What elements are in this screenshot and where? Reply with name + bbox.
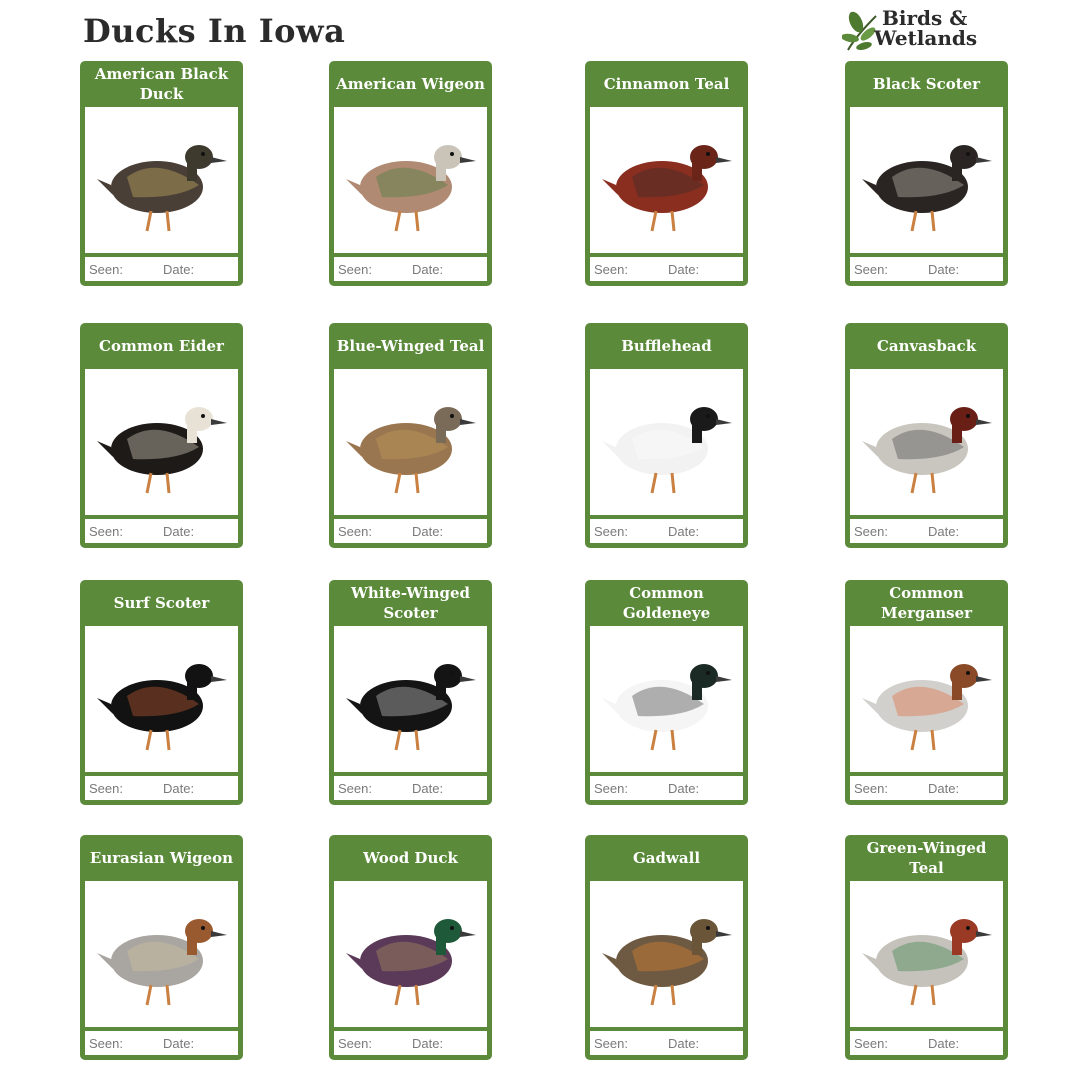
duck-icon bbox=[592, 634, 742, 764]
seen-date-row bbox=[334, 1031, 487, 1055]
seen-date-row bbox=[85, 257, 238, 281]
duck-card bbox=[80, 323, 243, 548]
duck-card bbox=[329, 61, 492, 286]
duck-card bbox=[585, 61, 748, 286]
duck-icon bbox=[87, 377, 237, 507]
duck-card-title: White-Winged Scoter bbox=[350, 584, 471, 622]
date-label: Date: bbox=[412, 781, 444, 796]
seen-date-row bbox=[590, 519, 743, 543]
duck-image bbox=[85, 107, 238, 253]
duck-image bbox=[590, 369, 743, 515]
duck-image bbox=[85, 626, 238, 772]
duck-card bbox=[585, 323, 748, 548]
date-label: Date: bbox=[928, 524, 960, 539]
duck-icon bbox=[592, 889, 742, 1019]
duck-icon bbox=[336, 634, 486, 764]
seen-date-row bbox=[85, 1031, 238, 1055]
seen-date-row bbox=[590, 776, 743, 800]
seen-label: Seen: bbox=[89, 524, 123, 539]
duck-card bbox=[329, 835, 492, 1060]
duck-image bbox=[85, 369, 238, 515]
date-label: Date: bbox=[668, 524, 700, 539]
seen-date-row bbox=[85, 776, 238, 800]
seen-label: Seen: bbox=[854, 524, 888, 539]
duck-card-title: Wood Duck bbox=[363, 849, 458, 867]
duck-card-title: American Wigeon bbox=[336, 75, 485, 93]
date-label: Date: bbox=[668, 262, 700, 277]
seen-label: Seen: bbox=[89, 781, 123, 796]
seen-label: Seen: bbox=[854, 781, 888, 796]
duck-card-title: Common Merganser bbox=[880, 584, 973, 622]
seen-date-row bbox=[850, 257, 1003, 281]
date-label: Date: bbox=[163, 1036, 195, 1051]
duck-icon bbox=[592, 115, 742, 245]
duck-icon bbox=[592, 377, 742, 507]
date-label: Date: bbox=[412, 1036, 444, 1051]
duck-image bbox=[334, 626, 487, 772]
logo-line-1: Birds & bbox=[882, 6, 968, 30]
date-label: Date: bbox=[928, 1036, 960, 1051]
duck-card-title: Eurasian Wigeon bbox=[89, 849, 234, 867]
duck-card bbox=[80, 580, 243, 805]
seen-label: Seen: bbox=[594, 1036, 628, 1051]
duck-image bbox=[850, 881, 1003, 1027]
seen-date-row bbox=[850, 519, 1003, 543]
date-label: Date: bbox=[412, 262, 444, 277]
seen-date-row bbox=[334, 519, 487, 543]
duck-icon bbox=[852, 634, 1002, 764]
duck-image bbox=[590, 107, 743, 253]
seen-date-row bbox=[590, 257, 743, 281]
duck-icon bbox=[852, 889, 1002, 1019]
date-label: Date: bbox=[668, 1036, 700, 1051]
duck-image bbox=[590, 626, 743, 772]
seen-date-row bbox=[334, 257, 487, 281]
duck-card-title: American Black Duck bbox=[94, 65, 229, 103]
duck-image bbox=[590, 881, 743, 1027]
duck-card bbox=[329, 323, 492, 548]
seen-label: Seen: bbox=[89, 1036, 123, 1051]
date-label: Date: bbox=[163, 781, 195, 796]
date-label: Date: bbox=[928, 781, 960, 796]
date-label: Date: bbox=[668, 781, 700, 796]
duck-card bbox=[845, 835, 1008, 1060]
duck-card-title: Blue-Winged Teal bbox=[336, 337, 485, 355]
birds-wetlands-logo bbox=[842, 8, 1012, 56]
duck-card-title: Green-Winged Teal bbox=[866, 839, 987, 877]
duck-icon bbox=[852, 377, 1002, 507]
seen-label: Seen: bbox=[854, 1036, 888, 1051]
duck-image bbox=[85, 881, 238, 1027]
seen-label: Seen: bbox=[594, 524, 628, 539]
duck-icon bbox=[336, 377, 486, 507]
duck-image bbox=[850, 107, 1003, 253]
duck-icon bbox=[87, 115, 237, 245]
duck-icon bbox=[852, 115, 1002, 245]
page-title: Ducks In Iowa bbox=[83, 12, 346, 50]
duck-image bbox=[334, 107, 487, 253]
date-label: Date: bbox=[928, 262, 960, 277]
duck-card bbox=[845, 61, 1008, 286]
duck-card-title: Gadwall bbox=[632, 849, 701, 867]
seen-date-row bbox=[850, 1031, 1003, 1055]
seen-date-row bbox=[850, 776, 1003, 800]
duck-icon bbox=[87, 889, 237, 1019]
seen-label: Seen: bbox=[338, 524, 372, 539]
duck-card-title: Canvasback bbox=[876, 337, 977, 355]
seen-label: Seen: bbox=[854, 262, 888, 277]
duck-card bbox=[845, 323, 1008, 548]
seen-label: Seen: bbox=[89, 262, 123, 277]
date-label: Date: bbox=[412, 524, 444, 539]
date-label: Date: bbox=[163, 262, 195, 277]
seen-label: Seen: bbox=[338, 781, 372, 796]
duck-card bbox=[80, 835, 243, 1060]
seen-label: Seen: bbox=[338, 1036, 372, 1051]
duck-image bbox=[850, 369, 1003, 515]
seen-label: Seen: bbox=[338, 262, 372, 277]
seen-date-row bbox=[334, 776, 487, 800]
duck-icon bbox=[87, 634, 237, 764]
duck-card-title: Cinnamon Teal bbox=[603, 75, 730, 93]
duck-card bbox=[585, 580, 748, 805]
seen-label: Seen: bbox=[594, 781, 628, 796]
duck-card bbox=[329, 580, 492, 805]
duck-card-title: Black Scoter bbox=[872, 75, 981, 93]
duck-icon bbox=[336, 115, 486, 245]
seen-label: Seen: bbox=[594, 262, 628, 277]
duck-card-title: Common Goldeneye bbox=[622, 584, 711, 622]
logo-line-2: Wetlands bbox=[874, 26, 978, 50]
duck-image bbox=[334, 881, 487, 1027]
seen-date-row bbox=[85, 519, 238, 543]
duck-card bbox=[585, 835, 748, 1060]
duck-card-title: Surf Scoter bbox=[113, 594, 210, 612]
duck-image bbox=[850, 626, 1003, 772]
seen-date-row bbox=[590, 1031, 743, 1055]
date-label: Date: bbox=[163, 524, 195, 539]
duck-image bbox=[334, 369, 487, 515]
duck-card bbox=[845, 580, 1008, 805]
duck-card bbox=[80, 61, 243, 286]
duck-card-title: Bufflehead bbox=[621, 337, 712, 355]
duck-card-title: Common Eider bbox=[99, 337, 224, 355]
duck-icon bbox=[336, 889, 486, 1019]
